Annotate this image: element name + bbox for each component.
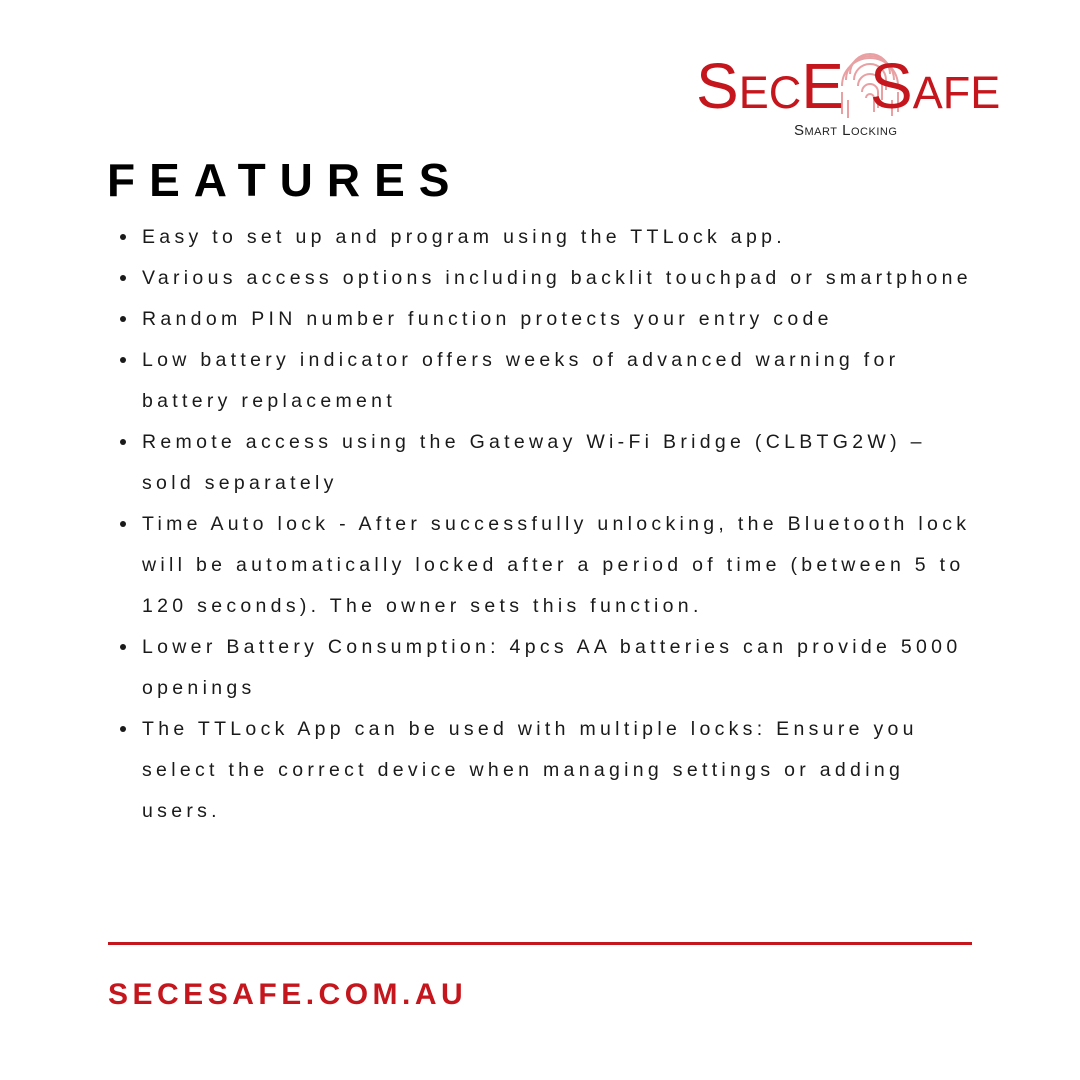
feature-text: The TTLock App can be used with multiple locks: Ensure you select the correct device when managing settings or adding users. <box>142 718 918 822</box>
bullet-icon <box>120 439 126 445</box>
bullet-icon <box>120 521 126 527</box>
feature-list <box>120 217 980 832</box>
list-item <box>120 340 980 422</box>
feature-text: Random PIN number function protects your entry code <box>142 308 833 330</box>
website-link[interactable]: SECESAFE.COM.AU <box>108 978 468 1011</box>
brand-logo <box>690 40 1050 150</box>
bullet-icon <box>120 316 126 322</box>
feature-text: Time Auto lock - After successfully unlocking, the Bluetooth lock will be automatically locked after a period of time (between 5 to 120 seconds). The owner sets this function. <box>142 513 971 617</box>
brand-tagline: Smart Locking <box>794 122 898 139</box>
list-item <box>120 709 980 832</box>
list-item <box>120 258 980 299</box>
brand-name-part1: SecE <box>696 50 844 122</box>
page-title: FEATURES <box>107 154 464 206</box>
feature-text: Various access options including backlit touchpad or smartphone <box>142 267 972 289</box>
bullet-icon <box>120 726 126 732</box>
list-item <box>120 422 980 504</box>
feature-text: Low battery indicator offers weeks of advanced warning for battery replacement <box>142 349 900 412</box>
bullet-icon <box>120 644 126 650</box>
list-item <box>120 217 980 258</box>
list-item <box>120 299 980 340</box>
list-item <box>120 627 980 709</box>
bullet-icon <box>120 357 126 363</box>
feature-text: Lower Battery Consumption: 4pcs AA batteries can provide 5000 openings <box>142 636 962 699</box>
list-item <box>120 504 980 627</box>
bullet-icon <box>120 275 126 281</box>
feature-text: Easy to set up and program using the TTLock app. <box>142 226 786 248</box>
feature-text: Remote access using the Gateway Wi-Fi Bridge (CLBTG2W) – sold separately <box>142 431 926 494</box>
footer-divider <box>108 942 972 945</box>
brand-name-part2: Safe <box>870 50 1001 122</box>
bullet-icon <box>120 234 126 240</box>
